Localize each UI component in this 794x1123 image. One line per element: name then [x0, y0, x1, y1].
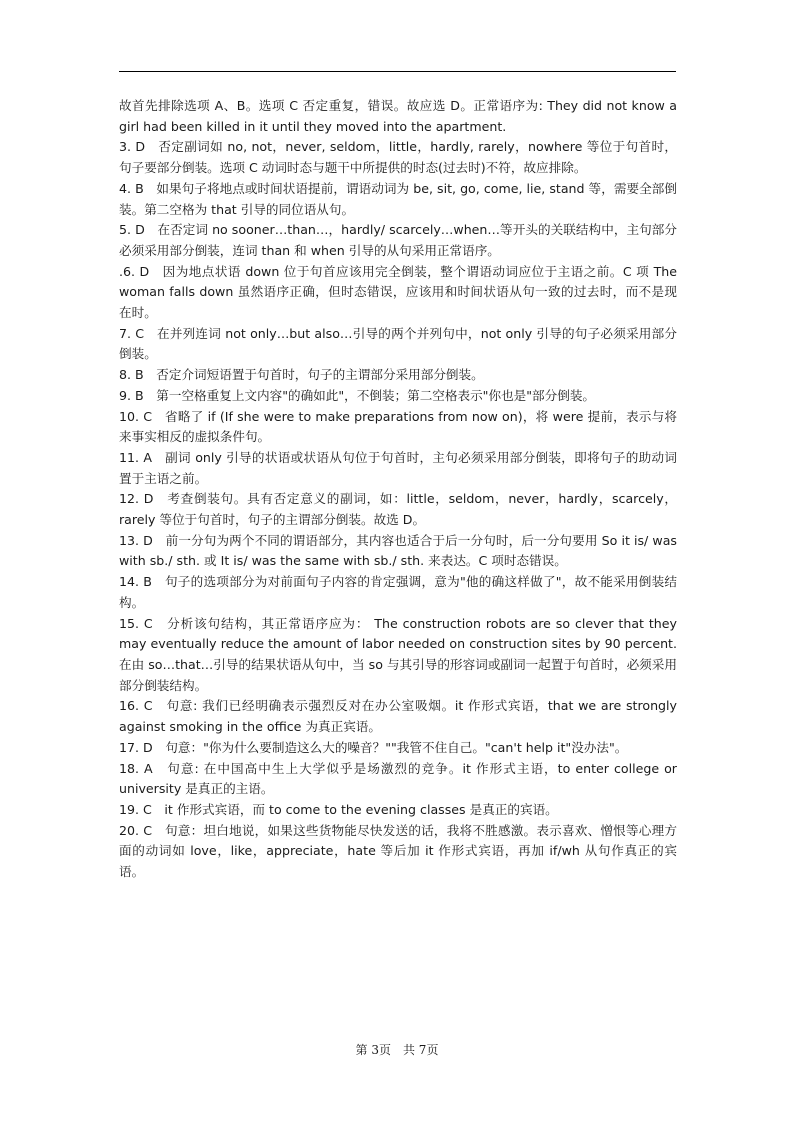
answer-item-9: 9. B 第一空格重复上文内容"的确如此"，不倒装；第二空格表示"你也是"部分倒装。 — [119, 387, 596, 403]
answer-item-17: 17. D 句意："你为什么要制造这么大的噪音？""我管不住自己。"can't help it"没办法"。 — [119, 739, 628, 755]
answer-item-5: 5. D 在否定词 no sooner…than…，hardly/ scarcely…when…等开头的关联结构中，主句部分必须采用部分倒装，连词 than 和 when 引导的从句采用正常语序。 — [119, 222, 677, 258]
answer-item-4: 4. B 如果句子将地点或时间状语提前，谓语动词为 be, sit, go, come, lie, stand 等，需要全部倒装。第二空格为 that 引导的同位语从句。 — [119, 180, 677, 217]
answer-item-16: 16. C 句意: 我们已经明确表示强烈反对在办公室吸烟。it 作形式宾语，that we are strongly against smoking in the office 为真正宾语。 — [119, 698, 677, 735]
answer-item-6: .6. D 因为地点状语 down 位于句首应该用完全倒装，整个谓语动词应位于主语之前。C 项 The woman falls down 虽然语序正确，但时态错误，应该用和时间状语从句一致的过去时，而不是现在时。 — [119, 263, 677, 321]
answer-item-11: 11. A 副词 only 引导的状语或状语从句位于句首时，主句必须采用部分倒装，即将句子的助动词置于主语之前。 — [119, 449, 677, 486]
page-number-footer: 第 3页 共 7页 — [355, 1043, 439, 1057]
answer-item-20: 20. C 句意：坦白地说，如果这些货物能尽快发送的话，我将不胜感激。表示喜欢、憎恨等心理方面的动词如 love，like，appreciate，hate 等后加 it 作形式宾语，再加 if/wh 从句作真正的宾语。 — [119, 822, 677, 880]
answer-explanations — [119, 96, 677, 883]
paragraph-continuation: 故首先排除选项 A、B。选项 C 否定重复，错误。故应选 D。正常语序为: They did not know a girl had been killed in it until they moved into the apartment. — [119, 98, 677, 134]
answer-item-15: 15. C 分析该句结构，其正常语序应为： The construction robots are so clever that they may eventually reduce the amount of labor needed on construction sites by 90 percent.在由 so…that…引导的结果状语从句中，当 so 与其引导的形容词或副词一起置于句首时，必须采用部分倒装结构。 — [119, 615, 677, 693]
answer-item-10: 10. C 省略了 if (If she were to make preparations from now on)，将 were 提前，表示与将来事实相反的虚拟条件句。 — [119, 408, 677, 445]
answer-item-14: 14. B 句子的选项部分为对前面句子内容的肯定强调，意为"他的确这样做了"，故不能采用倒装结构。 — [119, 574, 677, 610]
answer-item-7: 7. C 在并列连词 not only…but also…引导的两个并列句中，not only 引导的句子必须采用部分倒装。 — [119, 325, 677, 362]
header-rule — [119, 71, 676, 72]
answer-item-3: 3. D 否定副词如 no, not，never, seldom，little，hardly, rarely，nowhere 等位于句首时，句子要部分倒装。选项 C 动词时态与题干中所提供的时态(过去时)不符，故应排除。 — [119, 139, 677, 176]
answer-item-8: 8. B 否定介词短语置于句首时，句子的主谓部分采用部分倒装。 — [119, 367, 484, 383]
answer-item-13: 13. D 前一分句为两个不同的谓语部分，其内容也适合于后一分句时，后一分句要用 So it is/ was with sb./ sth. 或 It is/ was the same with sb./ sth. 来表达。C 项时态错误。 — [119, 532, 677, 569]
answer-item-18: 18. A 句意: 在中国高中生上大学似乎是场激烈的竞争。it 作形式主语，to enter college or university 是真正的主语。 — [119, 760, 677, 797]
answer-item-19: 19. C it 作形式宾语，而 to come to the evening classes 是真正的宾语。 — [119, 801, 558, 817]
answer-item-12: 12. D 考查倒装句。具有否定意义的副词，如：little，seldom，never，hardly，scarcely，rarely 等位于句首时，句子的主谓部分倒装。故选 D。 — [119, 491, 677, 528]
